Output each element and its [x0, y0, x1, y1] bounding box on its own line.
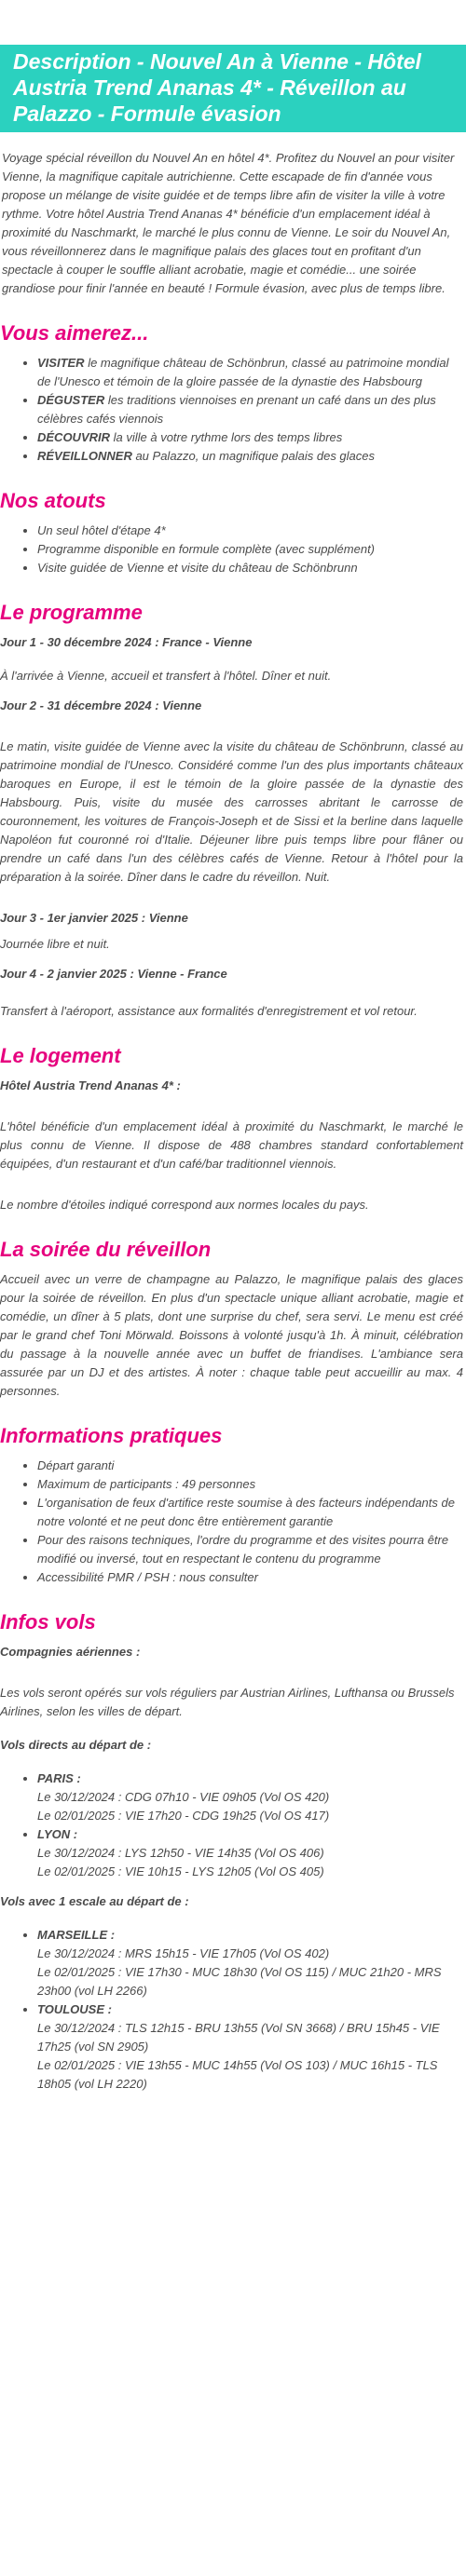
list-item: • MARSEILLE : Le 30/12/2024 : MRS 15h15 - VIE 17h05 (Vol OS 402) Le 02/01/2025 : VIE 17h30 - MUC 18h30 (Vol OS 115) / MUC 21h20 - MRS 23h00 (vol LH 2266): [37, 1926, 463, 2000]
list-item: • PARIS : Le 30/12/2024 : CDG 07h10 - VIE 09h05 (Vol OS 420) Le 02/01/2025 : VIE 17h20 - CDG 19h25 (Vol OS 417): [37, 1769, 463, 1825]
direct-flights-list: [0, 1769, 463, 1881]
day-text: Journée libre et nuit.: [0, 937, 110, 951]
day-title: Jour 3 - 1er janvier 2025 : Vienne: [0, 911, 188, 925]
day-text: Le matin, visite guidée de Vienne avec la visite du château de Schönbrunn, classé au patrimoine mondial de l'Unesco. Considéré comme l'un des plus importants châteaux baroques en Europe, il est le témoin de la gloire passée de la dynastie des Habsbourg. Puis, visite du musée des carrosses abritant le carrosse de couronnement, les voitures de François-Joseph et de Sissi et la berline dans laquelle Napoléon fut couronné roi d'Italie. Déjeuner libre puis temps libre pour flâner ou prendre un café dans l'un des célèbres cafés de Vienne. Retour à l'hôtel pour la préparation à la soirée. Dîner dans le cadre du réveillon. Nuit.: [0, 739, 463, 884]
day-title: Jour 1 - 30 décembre 2024 : France - Vienne: [0, 635, 253, 649]
list-item: • LYON : Le 30/12/2024 : LYS 12h50 - VIE 14h35 (Vol OS 406) Le 02/01/2025 : VIE 10h15 - LYS 12h05 (Vol OS 405): [37, 1825, 463, 1881]
list-item: • DÉCOUVRIR la ville à votre rythme lors des temps libres: [37, 428, 463, 447]
page-title: Description - Nouvel An à Vienne - Hôtel Austria Trend Ananas 4* - Réveillon au Palazzo - Formule évasion: [13, 49, 421, 126]
list-item: • VISITER le magnifique château de Schönbrun, classé au patrimoine mondial de l'Unesco et témoin de la gloire passée de la dynastie des Habsbourg: [37, 354, 463, 391]
aimerez-list: [0, 354, 463, 466]
day-title: Jour 2 - 31 décembre 2024 : Vienne: [0, 698, 202, 712]
logement-heading: Le logement: [0, 1044, 121, 1067]
list-item: • Accessibilité PMR / PSH : nous consulter: [37, 1568, 463, 1587]
list-item: • Pour des raisons techniques, l'ordre du programme et des visites pourra être modifié ou inversé, tout en respectant le contenu du programme: [37, 1531, 463, 1568]
companies-title: Compagnies aériennes :: [0, 1645, 141, 1659]
list-item: • Visite guidée de Vienne et visite du château de Schönbrunn: [37, 559, 463, 577]
hotel-name: Hôtel Austria Trend Ananas 4* :: [0, 1078, 181, 1092]
direct-title: Vols directs au départ de :: [0, 1738, 152, 1752]
pratiques-list: [0, 1457, 463, 1587]
list-item: • TOULOUSE : Le 30/12/2024 : TLS 12h15 - BRU 13h55 (Vol SN 3668) / BRU 15h45 - VIE 17h25 (vol SN 2905) Le 02/01/2025 : VIE 13h55 - MUC 14h55 (Vol OS 103) / MUC 16h15 - TLS 18h05 (vol LH 2220): [37, 2000, 463, 2094]
escale-title: Vols avec 1 escale au départ de :: [0, 1894, 189, 1908]
programme-heading: Le programme: [0, 601, 143, 624]
title-banner: [0, 45, 466, 132]
day-text: À l'arrivée à Vienne, accueil et transfert à l'hôtel. Dîner et nuit.: [0, 669, 332, 683]
list-item: • L'organisation de feux d'artifice reste soumise à des facteurs indépendants de notre volonté et ne peut donc être entièrement garantie: [37, 1494, 463, 1531]
stars-note: Le nombre d'étoiles indiqué correspond aux normes locales du pays.: [0, 1198, 369, 1212]
list-item: • RÉVEILLONNER au Palazzo, un magnifique palais des glaces: [37, 447, 463, 466]
escale-flights-list: [0, 1926, 463, 2094]
list-item: • Un seul hôtel d'étape 4*: [37, 522, 463, 540]
companies-text: Les vols seront opérés sur vols réguliers par Austrian Airlines, Lufthansa ou Brussels Airlines, selon les villes de départ.: [0, 1686, 455, 1718]
pratiques-heading: Informations pratiques: [0, 1424, 223, 1447]
hotel-text: L'hôtel bénéficie d'un emplacement idéal à proximité du Naschmarkt, le marché le plus connu de Vienne. Il dispose de 488 chambres standard confortablement équipées, d'un restaurant et d'un café/bar traditionnel viennois.: [0, 1119, 463, 1171]
soiree-text: Accueil avec un verre de champagne au Palazzo, le magnifique palais des glaces pour la soirée de réveillon. En plus d'un spectacle unique alliant acrobatie, magie et comédie, un dîner à 5 plats, dont une surprise du chef, sera servi. Le menu est créé par le grand chef Toni Mörwald. Boissons à volonté jusqu'à 1h. À minuit, célébration du passage à la nouvelle année avec un buffet de friandises. L'ambiance sera assurée par un DJ et des artistes. À noter : chaque table peut accueillir au max. 4 personnes.: [0, 1272, 463, 1398]
page: [0, 45, 466, 2094]
list-item: • Départ garanti: [37, 1457, 463, 1475]
intro-text: Voyage spécial réveillon du Nouvel An en hôtel 4*. Profitez du Nouvel an pour visiter Vienne, la magnifique capitale autrichienne. Cette escapade de fin d'année vous propose un mélange de visite guidée et de temps libre afin de visiter la ville à votre rythme. Votre hôtel Austria Trend Ananas 4* bénéficie d'un emplacement idéal à proximité du Naschmarkt, le marché le plus connu de Vienne. Le soir du Nouvel An, vous réveillonnerez dans le magnifique palais des glaces tout en profitant d'un spectacle à couper le souffle alliant acrobatie, magie et comédie... une soirée grandiose pour finir l'année en beauté ! Formule évasion, avec plus de temps libre.: [2, 151, 455, 295]
day-title: Jour 4 - 2 janvier 2025 : Vienne - France: [0, 967, 227, 981]
day-text: Transfert à l'aéroport, assistance aux formalités d'enregistrement et vol retour.: [0, 1004, 418, 1018]
soiree-heading: La soirée du réveillon: [0, 1238, 212, 1261]
atouts-heading: Nos atouts: [0, 489, 106, 512]
content: [0, 140, 466, 2094]
list-item: • Programme disponible en formule complète (avec supplément): [37, 540, 463, 559]
atouts-list: [0, 522, 463, 577]
list-item: • Maximum de participants : 49 personnes: [37, 1475, 463, 1494]
list-item: • DÉGUSTER les traditions viennoises en prenant un café dans un des plus célèbres cafés viennois: [37, 391, 463, 428]
vols-heading: Infos vols: [0, 1610, 96, 1634]
aimerez-heading: Vous aimerez...: [0, 321, 149, 345]
